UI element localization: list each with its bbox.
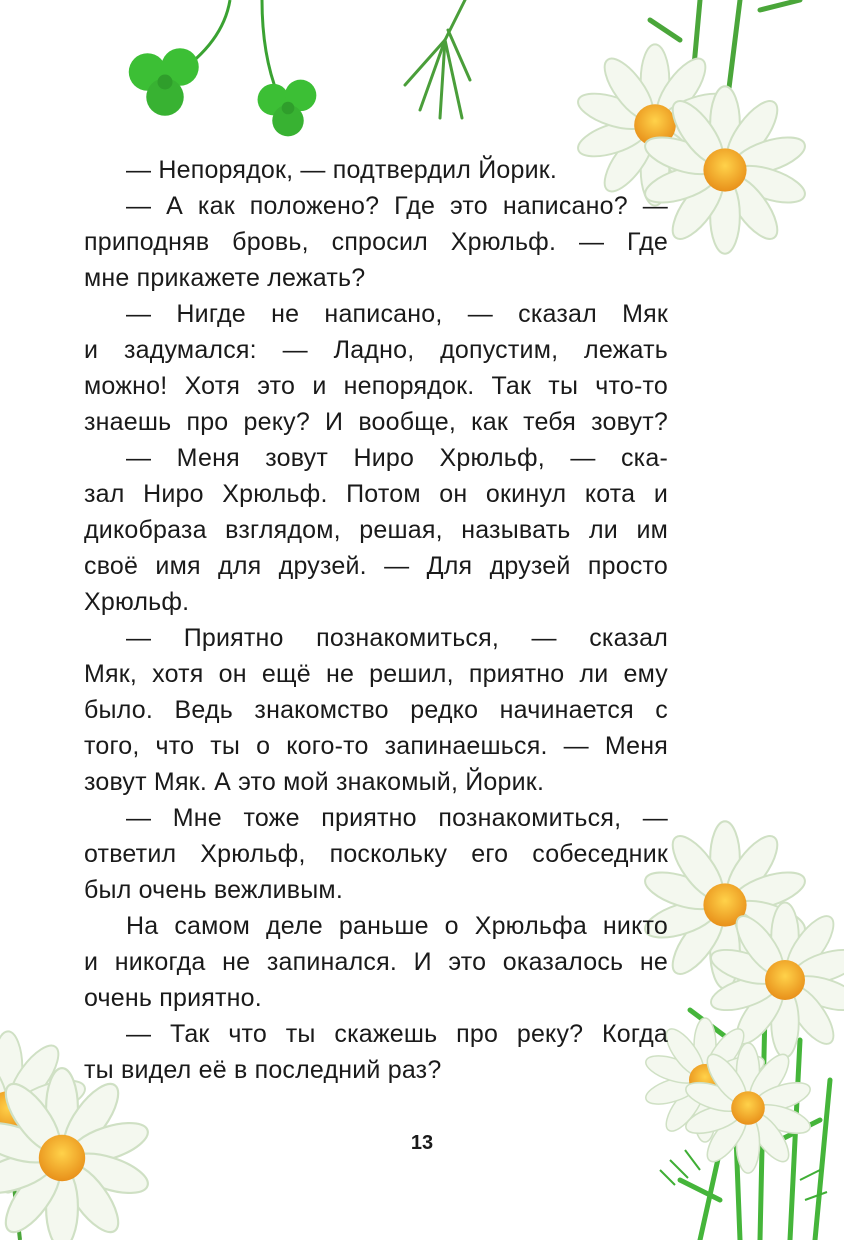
text-line: зал Ниро Хрюльф. Потом он окинул кота и: [84, 480, 668, 508]
text-line: — Приятно познакомиться, — сказал: [126, 624, 668, 652]
text-line: того, что ты о кого-то запинаешься. — Меня: [84, 732, 668, 760]
text-line: и никогда не запинался. И это оказалось не: [84, 948, 668, 976]
body-text: [84, 152, 668, 1088]
text-line: — Непорядок, — подтвердил Йорик.: [126, 156, 558, 184]
text-line: дикобраза взглядом, решая, называть ли им: [84, 516, 668, 544]
text-line: был очень вежливым.: [84, 876, 343, 904]
text-line: — Нигде не написано, — сказал Мяк: [126, 300, 668, 328]
text-line: знаешь про реку? И вообще, как тебя зовут?: [84, 408, 668, 436]
page-number: 13: [410, 1132, 434, 1154]
text-line: На самом деле раньше о Хрюльфа никто: [126, 912, 668, 940]
text-line: было. Ведь знакомство редко начинается с: [84, 696, 668, 724]
text-line: ответил Хрюльф, поскольку его собеседник: [84, 840, 668, 868]
grass-stem-icon: [405, 0, 470, 118]
text-line: своё имя для друзей. — Для друзей просто: [84, 552, 668, 580]
clover-icon: [129, 0, 230, 116]
text-line: мне прикажете лежать?: [84, 264, 366, 292]
text-line: — Так что ты скажешь про реку? Когда: [126, 1020, 668, 1048]
text-line: — А как положено? Где это написано? —: [126, 192, 668, 220]
clover-icon: [258, 0, 317, 136]
text-line: Мяк, хотя он ещё не решил, приятно ли ему: [84, 660, 668, 688]
text-line: приподняв бровь, спросил Хрюльф. — Где: [84, 228, 668, 256]
text-line: — Мне тоже приятно познакомиться, —: [126, 804, 668, 832]
text-line: Хрюльф.: [84, 588, 190, 616]
text-line: ты видел её в последний раз?: [84, 1056, 442, 1084]
text-line: — Меня зовут Ниро Хрюльф, — ска-: [126, 444, 668, 472]
text-line: зовут Мяк. А это мой знакомый, Йорик.: [84, 768, 545, 796]
text-line: можно! Хотя это и непорядок. Так ты что-то: [84, 372, 668, 400]
text-line: и задумался: — Ладно, допустим, лежать: [84, 336, 668, 364]
text-line: очень приятно.: [84, 984, 262, 1012]
